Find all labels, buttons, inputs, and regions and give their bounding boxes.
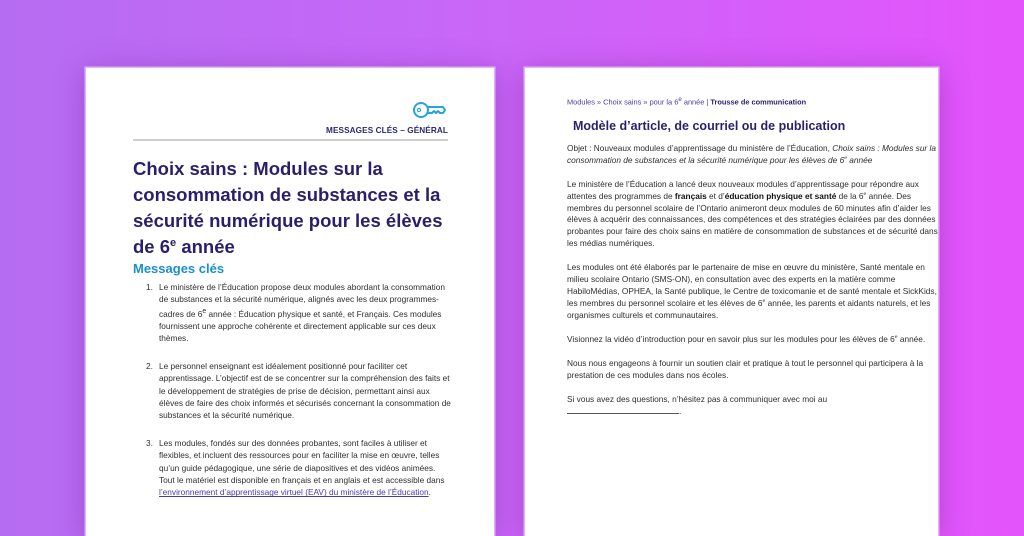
eav-link[interactable]: l’environnement d’apprentissage virtuel (EAV) du ministère de l’Éducation: [159, 487, 429, 498]
subject-line: Objet : Nouveaux modules d’apprentissage du ministère de l’Éducation, Choix sains : Modules sur la consommation de substances et la sécurité numérique pour les élèves de 6e année: [567, 143, 936, 165]
list-item: 2. Le personnel enseignant est idéalement positionné pour faciliter cet apprentissage. L’objectif est de se concentrer sur la compréhension des faits et le développement de stratégies de prise de décision, permettant ainsi aux élèves de faire des choix informés et sécurisés concernant la consommation de substances et la sécurité numérique.: [146, 360, 451, 421]
breadcrumb: Modules » Choix sains » pour la 6e année | Trousse de communication: [567, 96, 807, 107]
key-messages-page: [86, 68, 494, 536]
section-heading: Messages clés: [133, 261, 225, 276]
contact-blank-line: [567, 407, 679, 414]
paragraph-contact: Si vous avez des questions, n’hésitez pas à communiquer avec moi au .: [567, 394, 828, 417]
communication-template-page: [525, 68, 938, 536]
key-messages-list: [133, 281, 453, 514]
paragraph-video: Visionnez la vidéo d’introduction pour en savoir plus sur les modules pour les élèves de 6e année.: [567, 333, 926, 344]
header-divider: [133, 139, 448, 141]
list-number: 3.: [146, 437, 153, 448]
paragraph-support: Nous nous engageons à fournir un soutien clair et pratique à tout le personnel qui participera à la prestation de ces modules dans nos écoles.: [567, 358, 924, 380]
list-number: 1.: [146, 282, 153, 292]
breadcrumb-current: Trousse de communication: [710, 97, 807, 107]
document-title: Choix sains : Modules sur la consommation de substances et la sécurité numérique pour les élèves de 6e année: [133, 158, 443, 257]
section-tag: MESSAGES CLÉS – GÉNÉRAL: [326, 126, 448, 135]
page-title: Modèle d’article, de courriel ou de publication: [573, 119, 846, 133]
list-number: 2.: [146, 360, 153, 371]
key-icon: [412, 100, 446, 120]
paragraph-partners: Les modules ont été élaborés par le partenaire de mise en œuvre du ministère, Santé mentale en milieu scolaire Ontario (SMS-ON), en consultation avec des experts en la matière comme HabiloMédias, OPHEA, la Santé publique, le Centre de toxicomanie et de santé mentale et SickKids, les membres du personnel scolaire et les élèves de 6e année, les parents et aidants naturels, et les organismes culturels et communautaires.: [567, 262, 937, 320]
list-item: 1. Le ministère de l’Éducation propose deux modules abordant la consommation de substances et la sécurité numérique, alignés avec les deux programmes-cadres de 6e année : Éducation physique et santé, et Français. Ces modules fournissent une approche cohérente et directement applicable sur ces deux thèmes.: [146, 282, 445, 344]
article-body: [567, 143, 939, 430]
paragraph-intro: Le ministère de l’Éducation a lancé deux nouveaux modules d’apprentissage pour répondre aux attentes des programmes de français et d’éducation physique et santé de la 6e année. Des membres du personnel scolaire de l’Ontario animeront deux modules de 60 minutes afin d’aider les élèves à acquérir des connaissances, des compétences et des stratégies éclairées par des données probantes pour faire des choix sains en matière de consommation de substances et de sécurité dans les médias numériques.: [567, 179, 938, 249]
list-item: 3. Les modules, fondés sur des données probantes, sont faciles à utiliser et flexibles, et incluent des ressources pour en faciliter la mise en œuvre, telles qu’un guide pédagogique, une série de diapositives et des vidéos animées. Tout le matériel est disponible en français et en anglais et est accessible dans l’environnement d’apprentissage virtuel (EAV) du ministère de l’Éducation.: [146, 437, 445, 498]
